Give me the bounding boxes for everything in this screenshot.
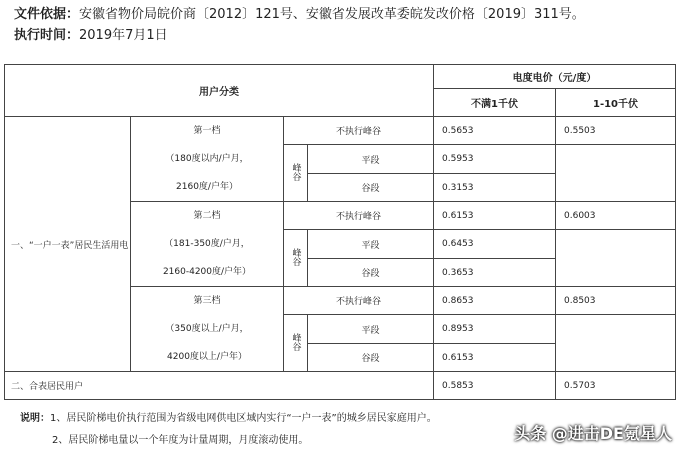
tier-1-no-peak-label: 不执行峰谷: [284, 117, 434, 145]
tier-1-range-month: （180度以内/户月，: [165, 154, 249, 164]
tier-3-valley-under1kv: 0.6153: [434, 344, 556, 372]
effective-date-line: [14, 24, 168, 43]
tier-3-peak-text: 峰谷: [290, 332, 301, 351]
price-header: 电度电价（元/度）: [434, 65, 676, 89]
document-basis-text: 安徽省物价局皖价商〔2012〕121号、安徽省发展改革委皖发改价格〔2019〕311号。: [79, 7, 585, 22]
tier-1-name: 第一档: [193, 126, 221, 136]
tier-2-no-peak-1to10kv: 0.6003: [556, 202, 676, 230]
combined-under1kv: 0.5853: [434, 372, 556, 400]
tier-2-flat-label: 平段: [308, 230, 434, 259]
tier-1-valley-under1kv: 0.3153: [434, 174, 556, 202]
1-10kv-header: 1-10千伏: [556, 89, 676, 117]
tier-2-valley-under1kv: 0.3653: [434, 259, 556, 287]
category-combined-meter: 二、合表居民用户: [5, 372, 434, 400]
tier-3-name: 第三档: [193, 296, 221, 306]
tier-1-peak-1to10kv-empty: [556, 145, 676, 202]
tier-1-flat-label: 平段: [308, 145, 434, 174]
tariff-table: [4, 64, 676, 400]
tier-1-no-peak-1to10kv: 0.5503: [556, 117, 676, 145]
tier-2-cell: [131, 202, 284, 287]
notes-section: [20, 408, 437, 452]
tier-3-flat-label: 平段: [308, 315, 434, 344]
watermark: 头条 @进击DE氪星人: [514, 424, 672, 443]
tier-3-flat-under1kv: 0.8953: [434, 315, 556, 344]
tier-1-flat-under1kv: 0.5953: [434, 145, 556, 174]
tier-3-valley-label: 谷段: [308, 344, 434, 372]
tier-1-cell: [131, 117, 284, 202]
tier-3-range-month: （350度以上/户月，: [165, 324, 249, 334]
tier-1-valley-label: 谷段: [308, 174, 434, 202]
tier-2-range-month: （181-350度/户月，: [164, 239, 250, 249]
tier-2-name: 第二档: [193, 211, 221, 221]
tier-1-peak-text: 峰谷: [290, 162, 301, 181]
tier-2-range-year: 2160-4200度/户年）: [162, 267, 252, 277]
tier-2-valley-label: 谷段: [308, 259, 434, 287]
effective-date-text: 2019年7月1日: [79, 28, 168, 43]
tier-2-no-peak-label: 不执行峰谷: [284, 202, 434, 230]
tier-3-cell: [131, 287, 284, 372]
note-2: [20, 430, 437, 452]
note-2-text: 2、居民阶梯电量以一个年度为计量周期，月度滚动使用。: [52, 435, 309, 446]
user-category-header: 用户分类: [5, 65, 434, 117]
tier-2-peak-label: [284, 230, 308, 287]
tier-2-no-peak-under1kv: 0.6153: [434, 202, 556, 230]
tier-3-no-peak-1to10kv: 0.8503: [556, 287, 676, 315]
tier-3-range-year: 4200度以上/户年）: [167, 352, 247, 362]
category-one-household-meter: 一、“一户一表”居民生活用电: [5, 117, 131, 372]
tier-1-peak-label: [284, 145, 308, 202]
under-1kv-header: 不满1千伏: [434, 89, 556, 117]
tier-3-peak-label: [284, 315, 308, 372]
tier-3-no-peak-under1kv: 0.8653: [434, 287, 556, 315]
tier-3-peak-1to10kv-empty: [556, 315, 676, 372]
note-1: [20, 408, 437, 430]
note-1-text: 1、居民阶梯电价执行范围为省级电网供电区域内实行“一户一表”的城乡居民家庭用户。: [50, 413, 437, 424]
tier-2-flat-under1kv: 0.6453: [434, 230, 556, 259]
tier-1-range-year: 2160度/户年）: [176, 182, 238, 192]
tier-3-no-peak-label: 不执行峰谷: [284, 287, 434, 315]
effective-date-label: 执行时间：: [14, 28, 80, 43]
notes-label: 说明：: [20, 413, 50, 424]
tier-1-no-peak-under1kv: 0.5653: [434, 117, 556, 145]
tier-2-peak-text: 峰谷: [290, 247, 301, 266]
document-basis-line: [14, 3, 585, 22]
tier-2-peak-1to10kv-empty: [556, 230, 676, 287]
combined-1to10kv: 0.5703: [556, 372, 676, 400]
document-basis-label: 文件依据：: [14, 7, 80, 22]
